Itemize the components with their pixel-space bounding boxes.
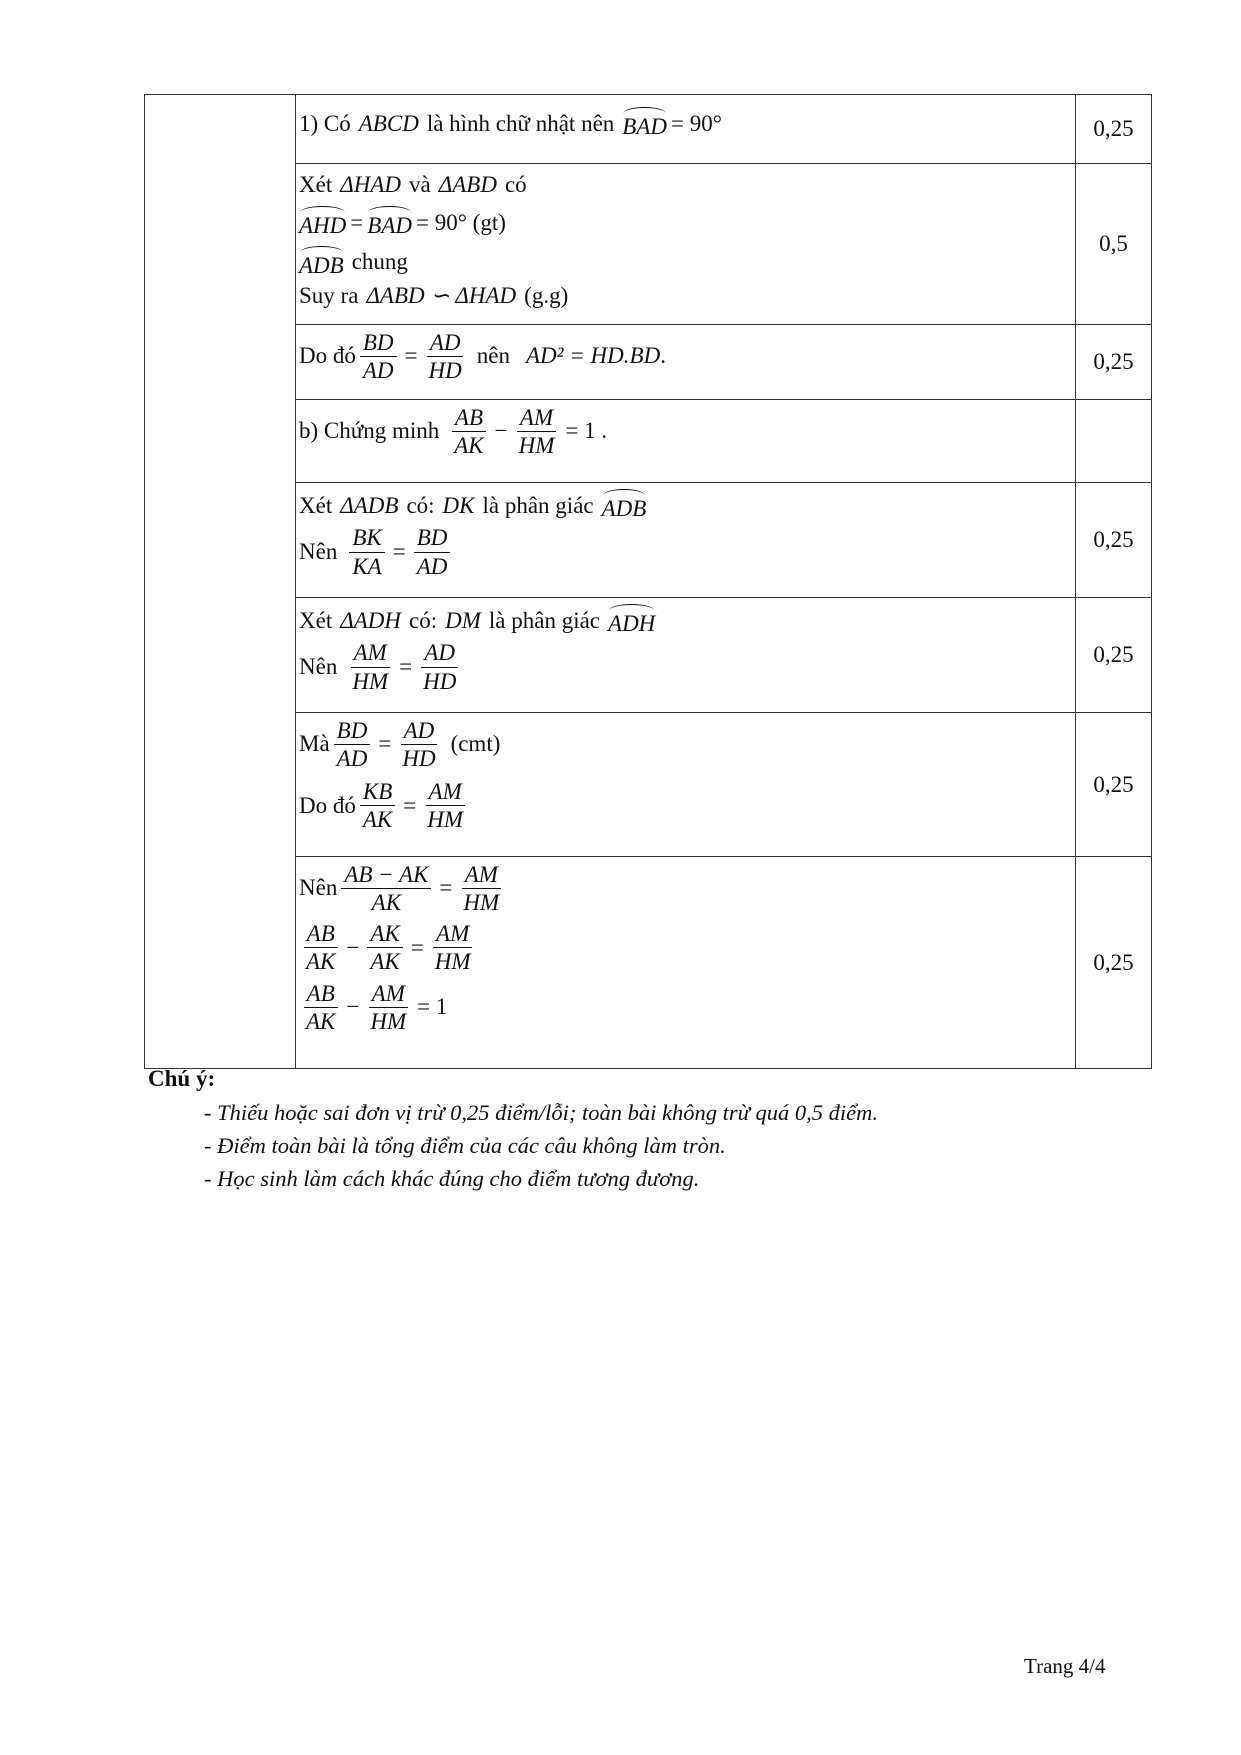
- table-row: [145, 325, 1152, 400]
- table-row: [145, 857, 1152, 1069]
- score-cell: 0,25: [1076, 325, 1152, 400]
- fraction: $\frac{AD}{HD}$: [428, 330, 462, 384]
- fraction: AB AK: [303, 920, 338, 975]
- fraction: $\frac{AK}{AK}$: [367, 920, 402, 975]
- table-row: [145, 598, 1152, 713]
- score-cell: 0,5: [1076, 164, 1152, 325]
- text: Xét: [299, 492, 333, 518]
- similarity: ΔABD ∽ ΔHAD: [366, 283, 517, 309]
- fraction: $\frac{AM}{HM}$: [370, 980, 407, 1034]
- fraction: $\frac{BK}{KA}$: [349, 524, 384, 579]
- fraction: $\frac{AM}{HM}$: [434, 921, 471, 975]
- notes-title: Chú ý:: [148, 1066, 216, 1091]
- text: Nên: [299, 653, 338, 679]
- triangle-had: ΔHAD: [340, 172, 401, 197]
- segment-dk: DK: [442, 492, 475, 518]
- equation: AD² = HD.BD: [525, 343, 661, 369]
- fraction: $\frac{AD}{HD}$: [402, 718, 436, 772]
- equation: = 90° (gt): [415, 209, 506, 235]
- notes-section: [148, 1066, 878, 1195]
- text: Nên: [299, 875, 338, 901]
- score-cell: 0,25: [1076, 95, 1152, 164]
- score-cell: 0,25: [1076, 713, 1152, 857]
- question-column: [145, 95, 296, 1069]
- triangle-abd: ΔABD: [438, 172, 497, 197]
- answer-cell: Nên $\frac{AB - AK}{AK}$ = $\frac{AM}{HM}$ AB AK − $\frac{AK}{AK}$ = $\frac{AM}{HM}$ AB AK − $\frac{AM}{HM}$ = 1: [296, 857, 1076, 1069]
- text: có:: [409, 607, 438, 633]
- score-cell: 0,25: [1076, 598, 1152, 713]
- text: (cmt): [450, 731, 501, 757]
- fraction: AB AK: [303, 980, 338, 1035]
- text: Do đó: [299, 792, 356, 818]
- segment-dm: DM: [445, 607, 481, 633]
- fraction: AB AK: [451, 404, 486, 459]
- angle-adb: ADB: [299, 246, 344, 279]
- score-cell: 0,25: [1076, 483, 1152, 598]
- table-row: [145, 483, 1152, 598]
- text: Xét: [299, 172, 333, 197]
- equation: = 1 .: [565, 418, 608, 444]
- step-label: 1) Có: [299, 110, 351, 136]
- answer-cell: Do đó $\frac{BD}{AD}$ = $\frac{AD}{HD}$ nên AD² = HD.BD .: [296, 325, 1076, 400]
- answer-cell: [296, 95, 1076, 164]
- angle-ahd: AHD: [299, 206, 346, 239]
- text: Xét: [299, 607, 333, 633]
- note-item: - Học sinh làm cách khác đúng cho điểm tương đương.: [204, 1166, 700, 1191]
- text: chung: [351, 249, 408, 275]
- text: có:: [406, 492, 435, 518]
- fraction: $\frac{BD}{AD}$: [334, 717, 371, 772]
- angle-adb: ADB: [602, 489, 647, 522]
- table-row: [145, 713, 1152, 857]
- text: và: [409, 172, 431, 197]
- rect-name: ABCD: [358, 110, 419, 136]
- text: (g.g): [524, 283, 569, 309]
- fraction: $\frac{AM}{HM}$: [352, 640, 389, 694]
- angle-adh: ADH: [608, 604, 655, 637]
- fraction: $\frac{BD}{AD}$: [414, 524, 451, 579]
- fraction: $\frac{AM}{HM}$: [463, 862, 500, 916]
- table-row: [145, 95, 1152, 164]
- text: Mà: [299, 731, 330, 757]
- table-row: [145, 164, 1152, 325]
- text: Do đó: [299, 343, 356, 369]
- fraction: $\frac{BD}{AD}$: [360, 329, 397, 384]
- fraction: $\frac{AM}{HM}$: [518, 405, 555, 459]
- text: Suy ra: [299, 283, 359, 309]
- answer-cell: Xét ΔHAD và ΔABD có AHD = BAD = 90° (gt) ADB chung Suy ra ΔABD ∽ ΔHAD (g.g): [296, 164, 1076, 325]
- note-item: - Điểm toàn bài là tổng điểm của các câu không làm tròn.: [204, 1133, 726, 1158]
- angle-bad: BAD: [367, 206, 412, 239]
- answer-cell: b) Chứng minh AB AK − $\frac{AM}{HM}$ = 1 .: [296, 400, 1076, 483]
- text: nên: [476, 343, 510, 369]
- fraction: $\frac{AB - AK}{AK}$: [341, 861, 431, 916]
- text: có: [504, 172, 527, 197]
- text: b) Chứng minh: [299, 418, 440, 444]
- answer-cell: Xét ΔADH có: DM là phân giác ADH Nên $\frac{AM}{HM}$ = $\frac{AD}{HD}$: [296, 598, 1076, 713]
- table-row: [145, 400, 1152, 483]
- fraction: $\frac{KB}{AK}$: [360, 778, 395, 833]
- triangle-adh: ΔADH: [340, 607, 401, 633]
- text: là phân giác: [482, 492, 594, 518]
- score-cell: [1076, 400, 1152, 483]
- answer-table: [144, 94, 1152, 1069]
- answer-cell: Xét ΔADB có: DK là phân giác ADB Nên $\frac{BK}{KA}$ = $\frac{BD}{AD}$: [296, 483, 1076, 598]
- page-number: Trang 4/4: [1024, 1654, 1106, 1678]
- note-item: - Thiếu hoặc sai đơn vị trừ 0,25 điểm/lỗi; toàn bài không trừ quá 0,5 điểm.: [204, 1100, 879, 1125]
- triangle-adb: ΔADB: [340, 492, 399, 518]
- equation: = 90°: [671, 110, 722, 136]
- equation: = 1: [417, 993, 448, 1019]
- fraction: $\frac{AD}{HD}$: [423, 640, 457, 694]
- angle-bad: BAD: [622, 107, 667, 140]
- answer-cell: Mà $\frac{BD}{AD}$ = $\frac{AD}{HD}$ (cmt) Do đó $\frac{KB}{AK}$ = $\frac{AM}{HM}$: [296, 713, 1076, 857]
- text: là phân giác: [488, 607, 601, 633]
- text: là hình chữ nhật nên: [426, 110, 615, 136]
- score-cell: 0,25: [1076, 857, 1152, 1069]
- fraction: $\frac{AM}{HM}$: [427, 779, 464, 833]
- text: Nên: [299, 538, 338, 564]
